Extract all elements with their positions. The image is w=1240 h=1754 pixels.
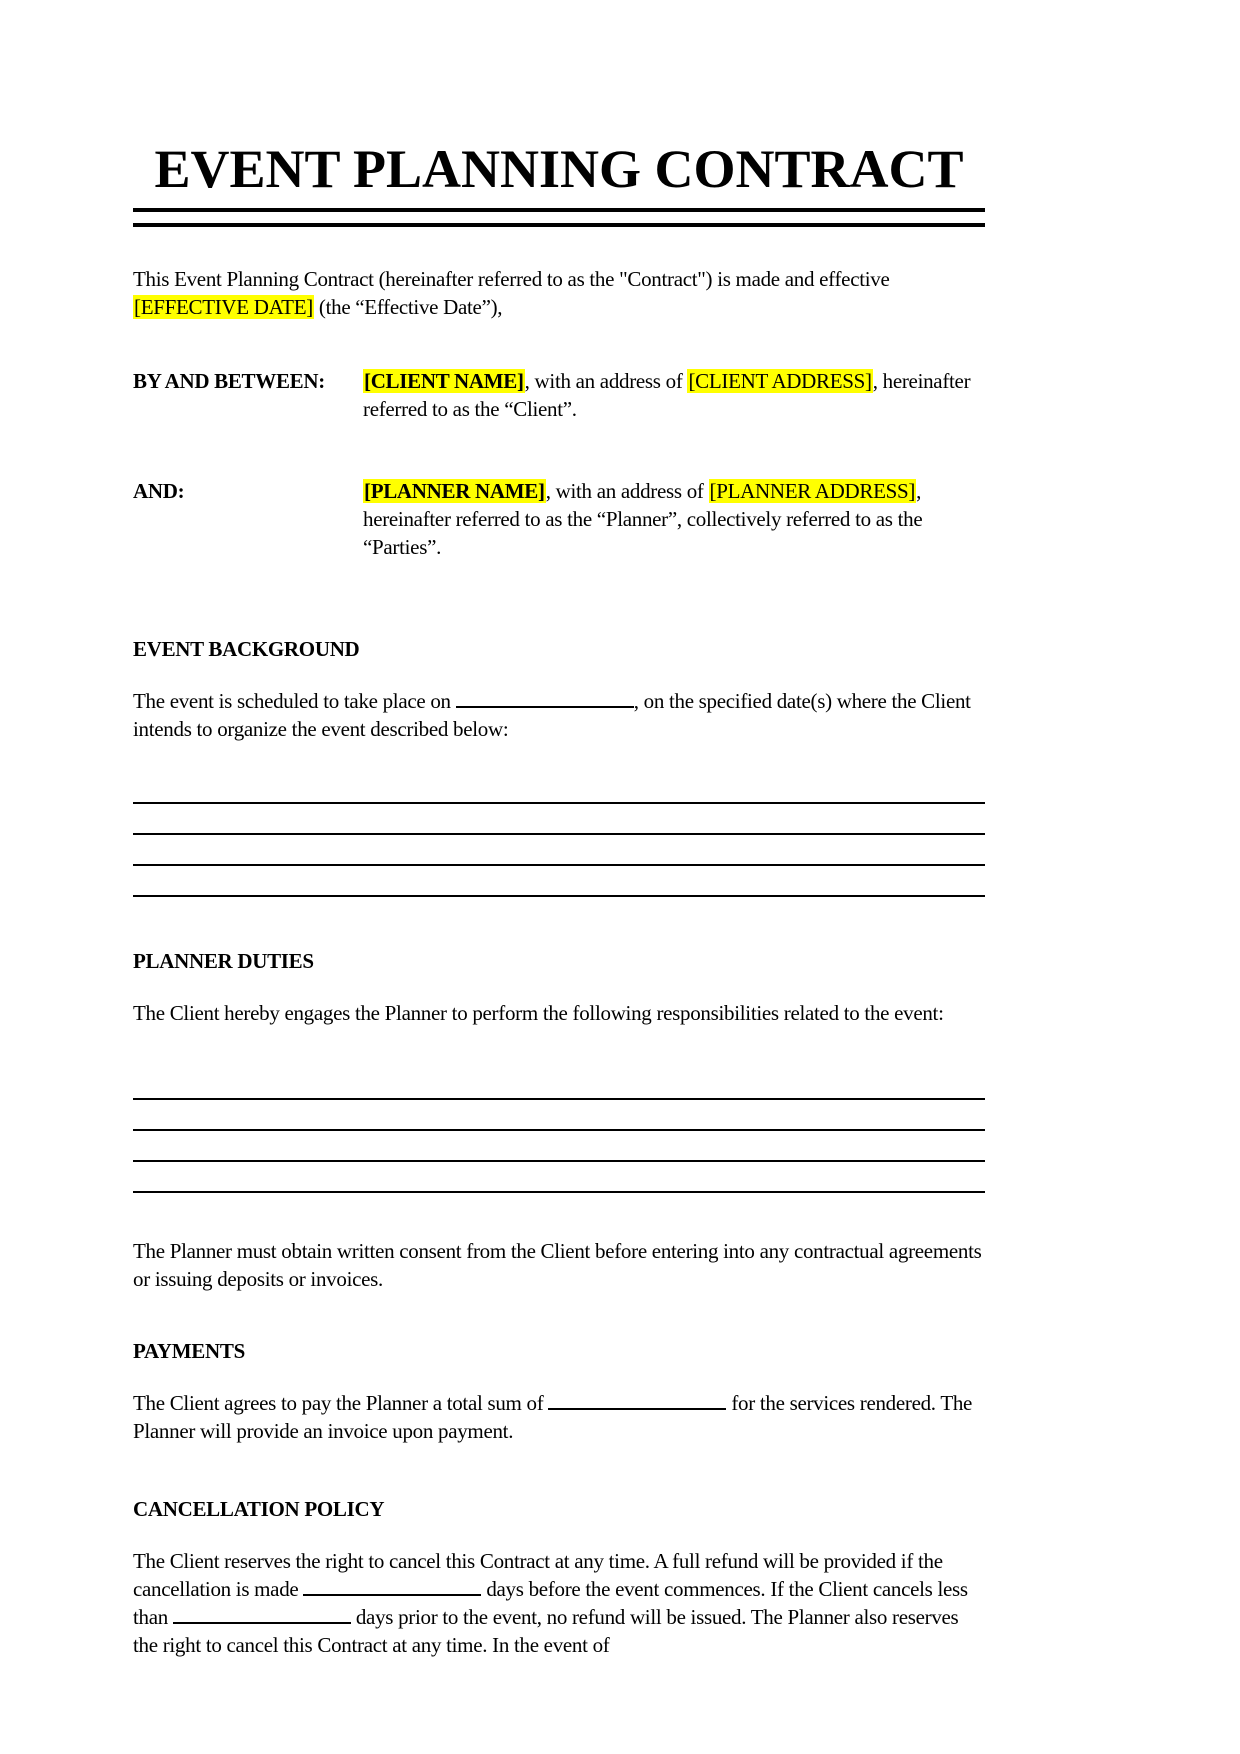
party-label-and: AND: <box>133 479 185 504</box>
payment-sum-fill-in-blank <box>548 1390 726 1410</box>
cancellation-paragraph <box>133 1547 985 1659</box>
intro-text-before: This Event Planning Contract (hereinafter referred to as the "Contract") is made and effective <box>133 267 890 292</box>
planner-text-mid: , with an address of <box>545 479 709 504</box>
cancellation-days-fill-in-blank-1 <box>303 1576 481 1596</box>
cancellation-text-1: The Client reserves the right to cancel this Contract at any time. A full refund will be provided if the cancellation is made <box>133 1549 943 1602</box>
effective-date-placeholder: [EFFECTIVE DATE] <box>134 295 313 320</box>
title-double-rule <box>133 208 985 227</box>
planner-name-placeholder: [PLANNER NAME] <box>364 479 545 504</box>
party-row-planner <box>133 477 985 561</box>
payments-paragraph <box>133 1389 985 1445</box>
party-text-planner <box>363 477 977 561</box>
event-description-write-lines <box>133 775 985 897</box>
write-line <box>133 835 985 866</box>
planner-duties-write-lines <box>133 1071 985 1193</box>
event-date-fill-in-blank <box>456 688 634 708</box>
write-line <box>133 775 985 804</box>
event-background-text-before: The event is scheduled to take place on <box>133 689 456 714</box>
payments-text-before: The Client agrees to pay the Planner a total sum of <box>133 1391 549 1416</box>
payments-text-after: for the services rendered. The Planner will provide an invoice upon payment. <box>133 1391 973 1444</box>
planner-text-after: , hereinafter referred to as the “Planner”, collectively referred to as the “Parties”. <box>363 479 923 560</box>
event-background-paragraph <box>133 687 985 743</box>
cancellation-text-2: days before the event commences. If the Client cancels less than <box>133 1577 968 1630</box>
cancellation-days-fill-in-blank-2 <box>173 1604 351 1624</box>
intro-paragraph <box>133 265 985 321</box>
write-line <box>133 1100 985 1131</box>
write-line <box>133 866 985 897</box>
section-heading-planner-duties: PLANNER DUTIES <box>133 949 314 974</box>
contract-content <box>133 138 985 1659</box>
write-line <box>133 804 985 835</box>
client-name-placeholder: [CLIENT NAME] <box>364 369 524 394</box>
section-heading-payments: PAYMENTS <box>133 1339 245 1364</box>
write-line <box>133 1162 985 1193</box>
intro-text-after: (the “Effective Date”), <box>313 295 503 320</box>
section-heading-cancellation-policy: CANCELLATION POLICY <box>133 1497 385 1522</box>
client-address-placeholder: [CLIENT ADDRESS] <box>688 369 872 394</box>
cancellation-text-3: days prior to the event, no refund will be issued. The Planner also reserves the right to cancel this Contract at any time. In the event of <box>133 1605 959 1658</box>
section-heading-event-background: EVENT BACKGROUND <box>133 637 360 662</box>
client-text-mid: , with an address of <box>524 369 688 394</box>
planner-duties-paragraph: The Client hereby engages the Planner to perform the following responsibilities related to the event: <box>133 1001 944 1026</box>
event-background-text-after: , on the specified date(s) where the Client intends to organize the event described below: <box>133 689 971 742</box>
client-text-after: , hereinafter referred to as the “Client”. <box>363 369 971 422</box>
write-line <box>133 1071 985 1100</box>
planner-address-placeholder: [PLANNER ADDRESS] <box>709 479 916 504</box>
page-title: EVENT PLANNING CONTRACT <box>154 139 964 199</box>
party-label-by-and-between: BY AND BETWEEN: <box>133 369 325 394</box>
party-text-client <box>363 367 977 423</box>
consent-note-paragraph: The Planner must obtain written consent from the Client before entering into any contractual agreements or issuing deposits or invoices. <box>133 1239 982 1292</box>
write-line <box>133 1131 985 1162</box>
party-row-client <box>133 367 985 423</box>
